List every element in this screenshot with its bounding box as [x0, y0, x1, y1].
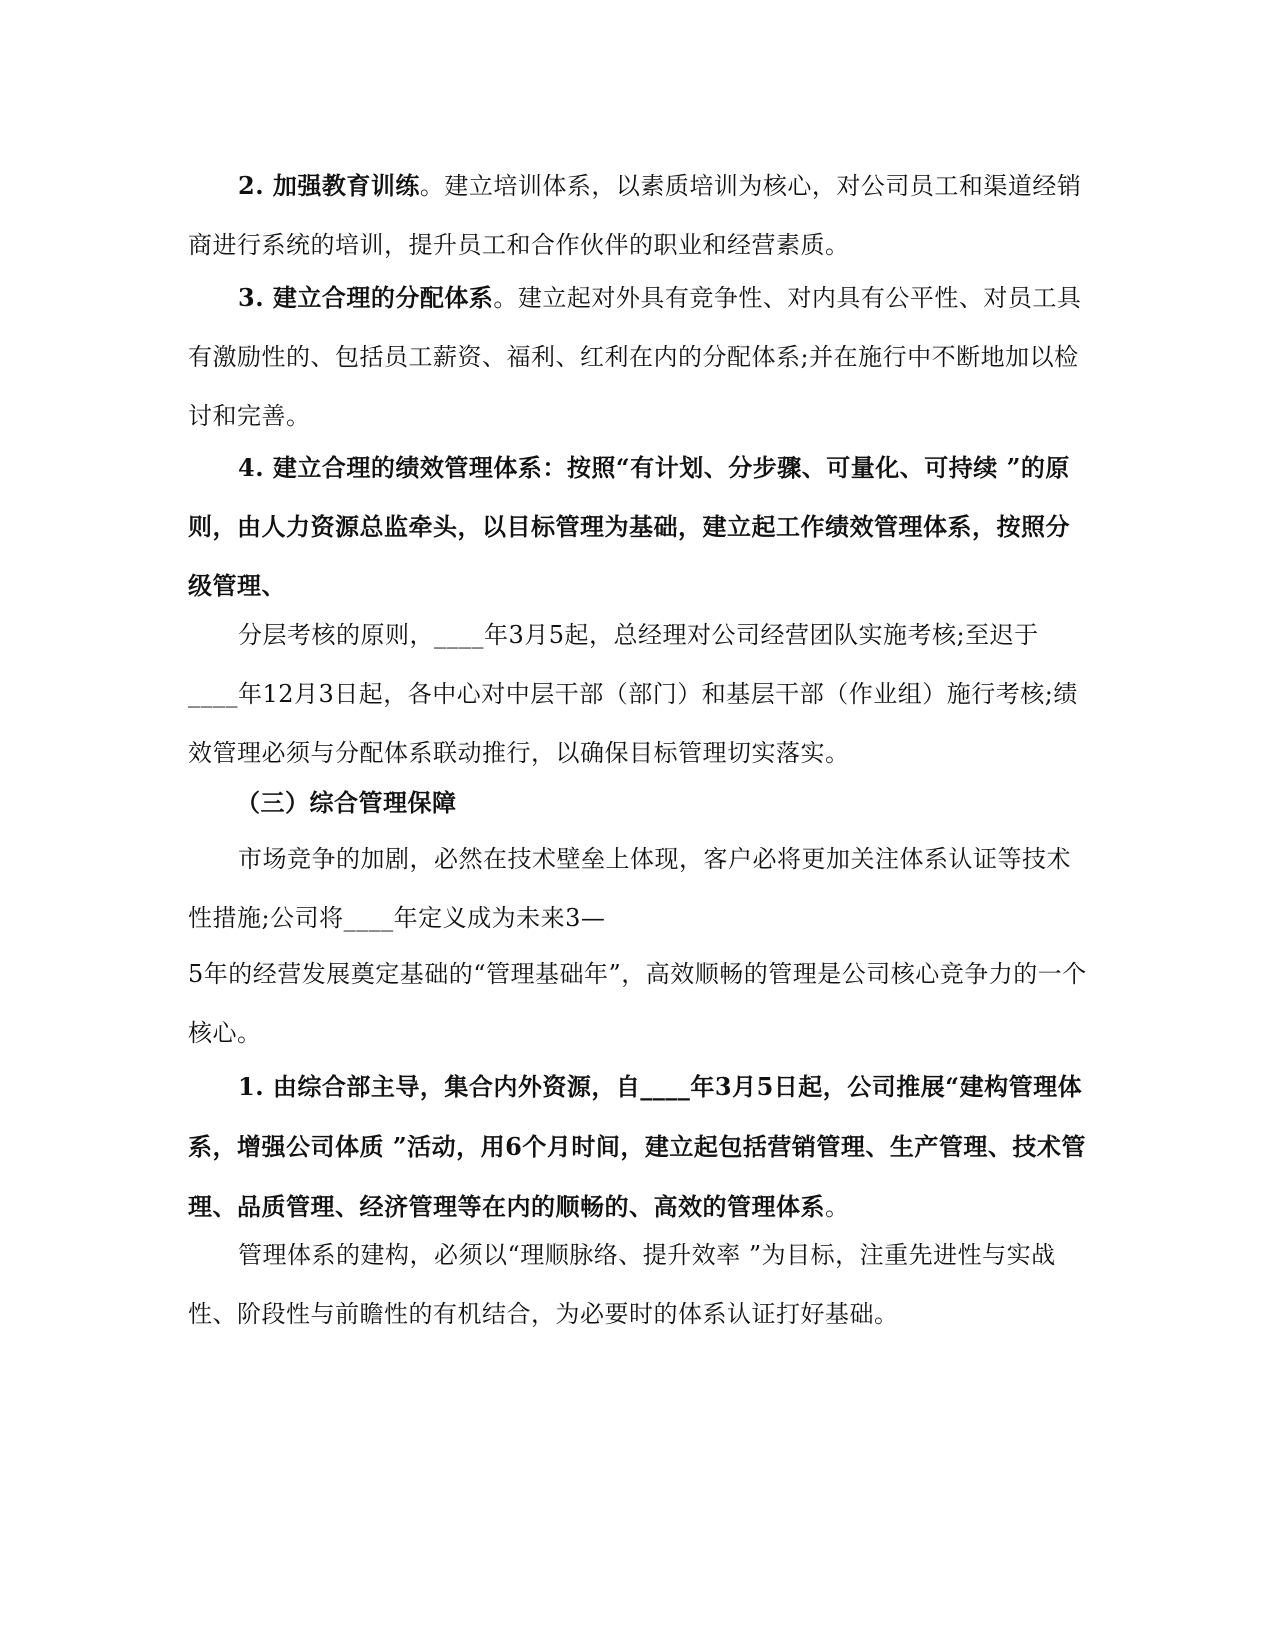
paragraph-education-training [188, 156, 1088, 275]
section-heading-comprehensive-management: （三）综合管理保障 [236, 788, 457, 817]
paragraph-assessment-principle: 分层考核的原则，____年3月5起，总经理对公司经营团队实施考核;至迟于____年12月3日起，各中心对中层干部（部门）和基层干部（作业组）施行考核;绩效管理必须与分配体系联动推行，以确保目标管理切实落实。 [188, 621, 1078, 767]
paragraph-management-construction-goal: 管理体系的建构，必须以“理顺脉络、提升效率 ”为目标，注重先进性与实战性、阶段性与前瞻性的有机结合，为必要时的体系认证打好基础。 [188, 1241, 1056, 1328]
paragraph-build-management-system [188, 1057, 1088, 1237]
paragraph-text: 。建立培训体系，以素质培训为核心，对公司员工和渠道经销商进行系统的培训，提升员工和合作伙伴的职业和经营素质。 [188, 172, 1082, 259]
paragraph-text: 。建立起对外具有竞争性、对内具有公平性、对员工具有激励性的、包括员工薪资、福利、红利在内的分配体系;并在施行中不断地加以检讨和完善。 [188, 284, 1082, 430]
paragraph-management-foundation-year: 5年的经营发展奠定基础的“管理基础年”，高效顺畅的管理是公司核心竞争力的一个核心。 [188, 960, 1087, 1047]
paragraph-lead: 2. 加强教育训练 [238, 171, 420, 200]
paragraph-lead: 3. 建立合理的分配体系 [238, 283, 494, 312]
paragraph-market-competition: 市场竞争的加剧，必然在技术壁垒上体现，客户必将更加关注体系认证等技术性措施;公司将____年定义成为未来3— [188, 845, 1071, 932]
paragraph-performance-management: 4. 建立合理的绩效管理体系：按照“有计划、分步骤、可量化、可持续 ”的原则，由人力资源总监牵头，以目标管理为基础，建立起工作绩效管理体系，按照分级管理、 [188, 453, 1070, 600]
paragraph-tail: 。 [825, 1193, 850, 1221]
paragraph-distribution-system [188, 268, 1088, 446]
paragraph-text: 1. 由综合部主导，集合内外资源，自____年3月5日起，公司推展“建构管理体系，增强公司体质 ”活动，用6个月时间，建立起包括营销管理、生产管理、技术管理、品质管理、经济管理等在内的顺畅的、高效的管理体系 [188, 1072, 1086, 1221]
